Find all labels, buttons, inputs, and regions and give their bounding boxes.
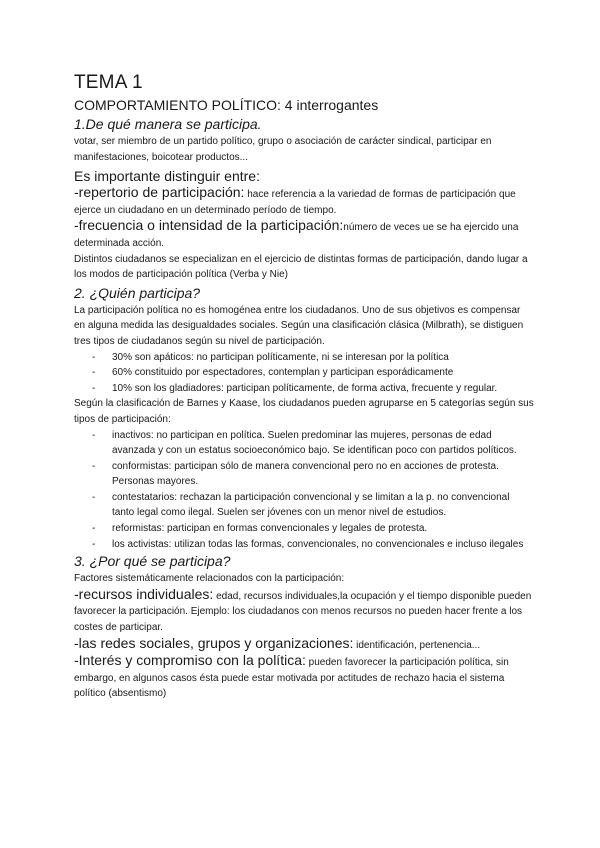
barnes-list [74,428,534,553]
list-item: - conformistas: participan sólo de manera convencional pero no en acciones de protesta. Personas mayores. [92,460,499,488]
list-item: - reformistas: participan en formas convencionales y legales de protesta. [92,523,428,535]
repertorio-text: hace referencia a la variedad de formas de participación que ejerce un ciudadano en un determinado período de tiempo. [74,189,516,216]
frecuencia-paragraph [74,218,534,251]
document-subtitle: COMPORTAMIENTO POLÍTICO: 4 interrogantes [74,97,379,113]
milbrath-list [74,350,534,397]
question-1-heading: 1.De qué manera se participa. [74,116,262,132]
question-2-intro: La participación política no es homogénea entre los ciudadanos. Uno de sus objetivos es compensar en alguna medida las desigualdades sociales. Según una clasificación clásica (Milbrath), se distiguen tres tipos de ciudadanos según su nivel de participación. [74,304,524,347]
list-item: - los activistas: utilizan todas las formas, convencionales, no convencionales e incluso ilegales [92,538,524,550]
distinguish-heading: Es importante distinguir entre: [74,168,260,185]
recursos-paragraph [74,587,534,636]
question-1-text: votar, ser miembro de un partido político, grupo o asociación de carácter sindical, participar en manifestaciones, boicotear productos... [74,136,492,163]
question-3-heading: 3. ¿Por qué se participa? [74,553,231,570]
list-item: - 60% constituido por espectadores, contemplan y participan esporádicamente [92,367,454,379]
barnes-intro: Según la clasificación de Barnes y Kaase, los ciudadanos pueden agruparse en 5 categorías según sus tipos de participación: [74,398,534,425]
interes-text: pueden favorecer la participación política, sin embargo, en algunos casos ésta puede estar motivada por actitudes de rechazo hacia el sistema político (absentismo) [74,657,509,700]
interes-paragraph [74,653,534,702]
list-item: - inactivos: no participan en política. Suelen predominar las mujeres, personas de edad avanzada y con un estatus socioeconómico bajo. Se identifican poco con partidos políticos. [92,429,517,457]
redes-paragraph [74,636,534,654]
document-title: TEMA 1 [74,72,143,93]
list-item: - 10% son los gladiadores: participan políticamente, de forma activa, frecuente y regular. [92,382,498,394]
document-page [74,72,534,702]
question-3-intro: Factores sistemáticamente relacionados con la participación: [74,573,345,585]
interes-label: -Interés y compromiso con la política: [74,652,306,669]
frecuencia-label: -frecuencia o intensidad de la participación: [74,217,344,234]
frecuencia-text: número de veces ue se ha ejercido una determinada acción. [74,222,519,249]
repertorio-paragraph [74,185,534,218]
recursos-label: -recursos individuales: [74,585,214,602]
redes-label: -las redes sociales, grupos y organizaciones: [74,634,354,651]
redes-text: identificación, pertenencia... [353,639,481,651]
recursos-text: edad, recursos individuales,la ocupación y el tiempo disponible pueden favorecer la participación. Ejemplo: los ciudadanos con menos recursos no pueden hacer frente a los costes de participar. [74,590,532,634]
list-item: - 30% son apáticos: no participan políticamente, ni se interesan por la política [92,351,449,363]
list-item: - contestatarios: rechazan la participación convencional y se limitan a la p. no convencional tanto legal como ilegal. Suelen ser jóvenes con un menor nivel de estudios. [92,491,510,519]
question-1-closing: Distintos ciudadanos se especializan en el ejercicio de distintas formas de participación, dando lugar a los modos de participación política (Verba y Nie) [74,253,528,281]
repertorio-label: -repertorio de participación: [74,184,245,201]
question-2-heading: 2. ¿Quién participa? [74,284,201,301]
